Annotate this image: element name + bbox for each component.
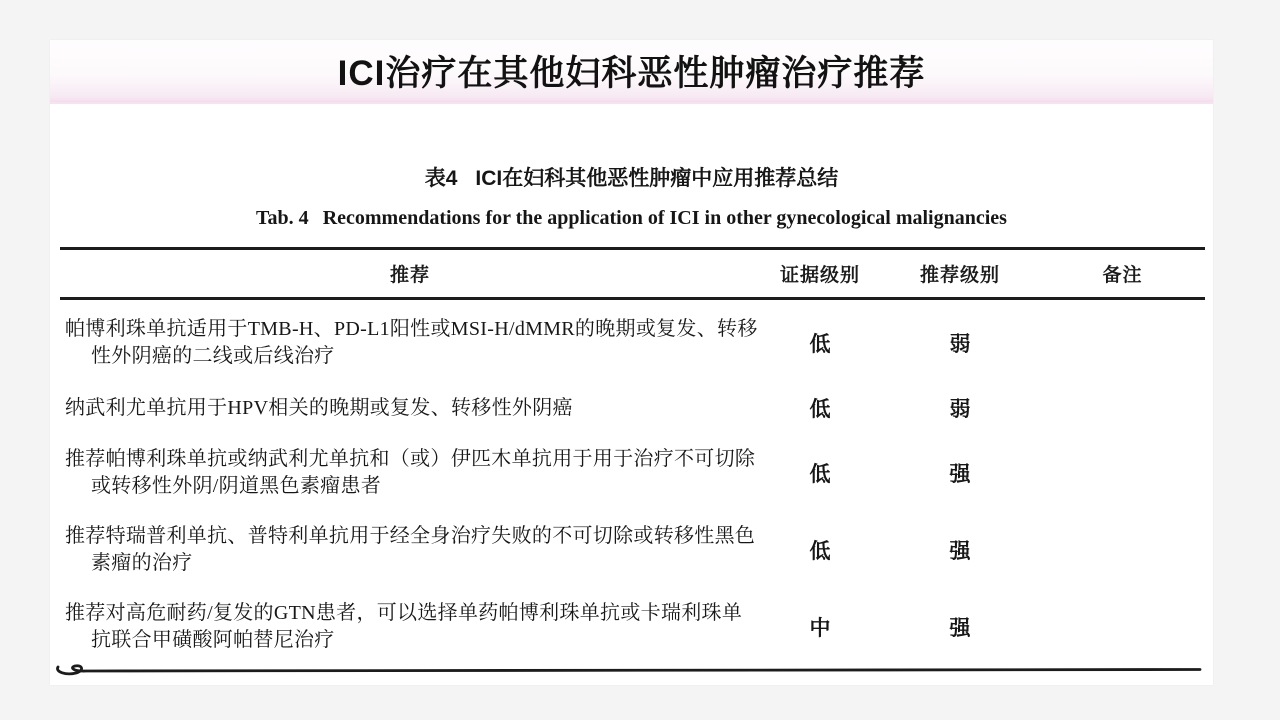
table-row (60, 600, 1205, 654)
cell-evidence-level: 低 (809, 539, 831, 563)
cell-recommendation: 帕博利珠单抗适用于TMB-H、PD-L1阳性或MSI-H/dMMR的晚期或复发、转移性外阴癌的二线或后线治疗 (65, 318, 758, 367)
column-header-recommendation-level: 推荐级别 (919, 265, 1000, 286)
cell-recommendation-level: 强 (949, 539, 971, 563)
recommendations-table (60, 247, 1205, 654)
cell-evidence-level: 低 (809, 462, 831, 486)
table-caption-en (50, 207, 1213, 230)
cell-recommendation-level: 弱 (949, 332, 971, 356)
table-bottom-rule-hand-drawn (52, 660, 1205, 678)
table-caption-zh-text: ICI在妇科其他恶性肿瘤中应用推荐总结 (475, 167, 839, 190)
slide-title-band (50, 40, 1213, 104)
table-row (60, 393, 1205, 423)
table-row (60, 446, 1205, 500)
table-caption-en-label: Tab. 4 (256, 207, 309, 229)
table-caption-zh (50, 162, 1213, 192)
table-row (60, 316, 1205, 370)
cell-recommendation-level: 弱 (949, 397, 971, 421)
page-title: ICI治疗在其他妇科恶性肿瘤治疗推荐 (337, 54, 926, 93)
cell-evidence-level: 低 (809, 397, 831, 421)
cell-recommendation-level: 强 (949, 616, 971, 640)
cell-evidence-level: 低 (809, 332, 831, 356)
document-page (50, 40, 1213, 685)
table-body (60, 300, 1205, 654)
column-header-evidence-level: 证据级别 (779, 265, 860, 286)
column-header-recommendation: 推荐 (389, 265, 430, 286)
cell-recommendation: 推荐对高危耐药/复发的GTN患者，可以选择单药帕博利珠单抗或卡瑞利珠单抗联合甲磺酸阿帕替尼治疗 (65, 602, 743, 651)
table-row (60, 523, 1205, 577)
table-caption-en-text: Recommendations for the application of ICI in other gynecological malignancies (322, 207, 1007, 229)
cell-recommendation: 推荐特瑞普利单抗、普特利单抗用于经全身治疗失败的不可切除或转移性黑色素瘤的治疗 (65, 525, 756, 574)
table-caption-zh-label: 表4 (424, 167, 458, 190)
column-header-note: 备注 (1102, 265, 1143, 286)
cell-recommendation: 纳武利尤单抗用于HPV相关的晚期或复发、转移性外阴癌 (65, 396, 573, 419)
cell-recommendation-level: 强 (949, 462, 971, 486)
cell-recommendation: 推荐帕博利珠单抗或纳武利尤单抗和（或）伊匹木单抗用于用于治疗不可切除或转移性外阴/阴道黑色素瘤患者 (65, 448, 756, 497)
cell-evidence-level: 中 (809, 616, 831, 640)
table-header-row (60, 250, 1205, 300)
